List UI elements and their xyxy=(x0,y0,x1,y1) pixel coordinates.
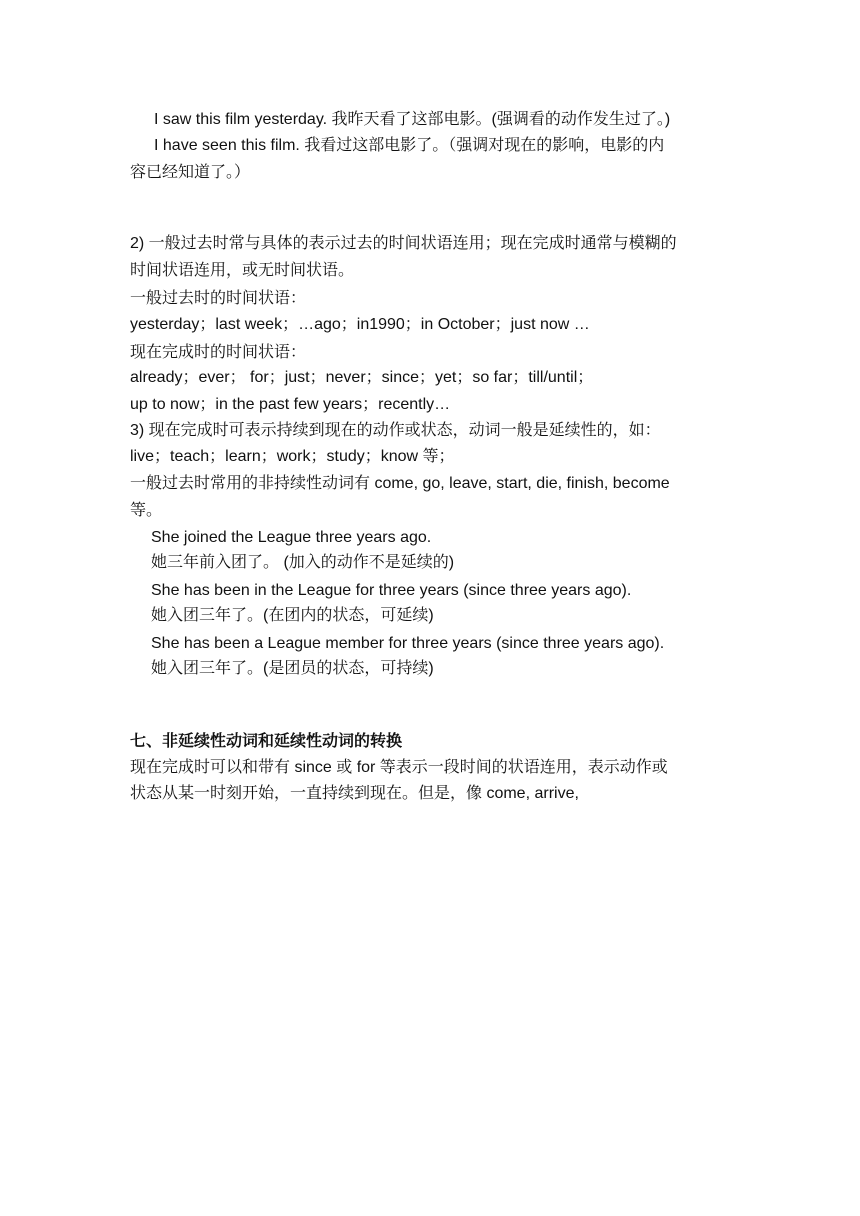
point-3-line-4: 等。 xyxy=(130,500,163,519)
example-perfect-tense-continued: 容已经知道了。） xyxy=(130,162,251,181)
example-joined-english: She joined the League three years ago. xyxy=(151,529,432,546)
perfect-tense-adverbials-label: 现在完成时的时间状语： xyxy=(130,342,307,361)
example-perfect-tense-line: I have seen this film. 我看过这部电影了。（强调对现在的影响，电影的内 xyxy=(154,137,665,154)
point-2-line-2: 时间状语连用，或无时间状语。 xyxy=(130,260,355,279)
example-past-tense-line: I saw this film yesterday. 我昨天看了这部电影。(强调看的动作发生过了。) xyxy=(154,111,671,128)
past-tense-adverbials-list: yesterday；last week；…ago；in1990；in October；just now … xyxy=(130,316,590,333)
section-7-line-1: 现在完成时可以和带有 since 或 for 等表示一段时间的状语连用，表示动作或 xyxy=(130,759,668,776)
perfect-tense-adverbials-list-1: already；ever； for；just；never；since；yet；so far；till/until； xyxy=(130,369,594,386)
example-member-english: She has been a League member for three years (since three years ago). xyxy=(151,635,665,652)
example-been-in-chinese: 她入团三年了。(在团内的状态，可延续) xyxy=(151,607,434,624)
section-7-line-2: 状态从某一时刻开始，一直持续到现在。但是，像 come, arrive, xyxy=(130,785,579,802)
example-joined-chinese: 她三年前入团了。 (加入的动作不是延续的) xyxy=(151,554,455,571)
section-7-heading: 七、非延续性动词和延续性动词的转换 xyxy=(130,731,403,750)
point-2-line-1: 2) 一般过去时常与具体的表示过去的时间状语连用；现在完成时通常与模糊的 xyxy=(130,235,677,252)
point-3-line-2: live；teach；learn；work；study；know 等； xyxy=(130,448,455,465)
past-tense-adverbials-label: 一般过去时的时间状语： xyxy=(130,288,307,307)
perfect-tense-adverbials-list-2: up to now；in the past few years；recently… xyxy=(130,396,451,413)
example-member-chinese: 她入团三年了。(是团员的状态，可持续) xyxy=(151,660,434,677)
point-3-line-3: 一般过去时常用的非持续性动词有 come, go, leave, start, die, finish, become xyxy=(130,475,670,492)
example-been-in-english: She has been in the League for three years (since three years ago). xyxy=(151,582,632,599)
point-3-line-1: 3) 现在完成时可表示持续到现在的动作或状态，动词一般是延续性的，如： xyxy=(130,422,661,439)
